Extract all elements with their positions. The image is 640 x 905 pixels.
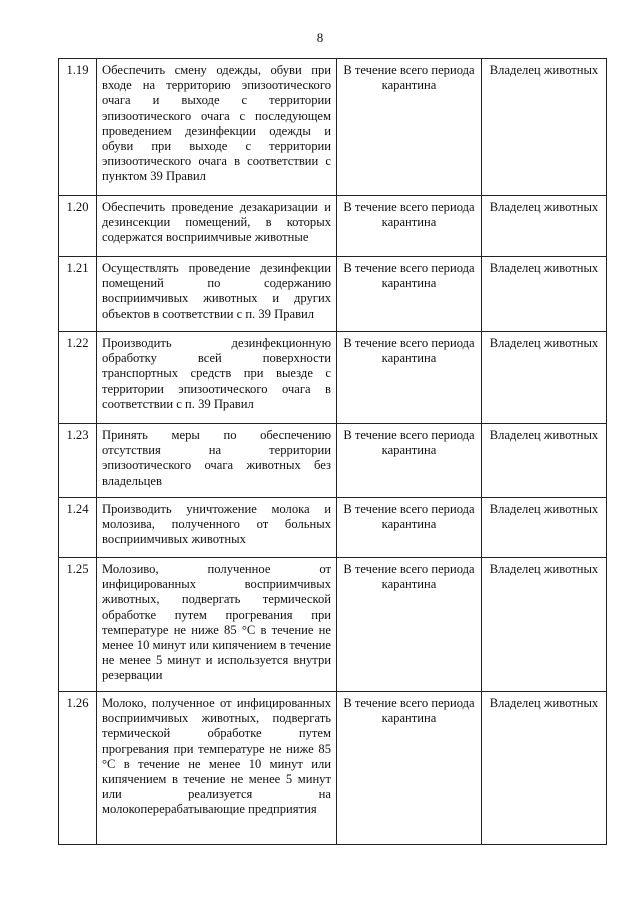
row-action: Производить уничтожение молока и молозива, полученного от больных восприимчивых животных	[97, 498, 337, 558]
row-number: 1.25	[59, 558, 97, 692]
row-number: 1.26	[59, 692, 97, 845]
table-row	[59, 558, 607, 692]
row-responsible: Владелец животных	[482, 692, 607, 845]
table-row	[59, 59, 607, 196]
row-number: 1.24	[59, 498, 97, 558]
table-row	[59, 498, 607, 558]
measures-table	[58, 58, 607, 845]
row-responsible: Владелец животных	[482, 424, 607, 498]
row-responsible: Владелец животных	[482, 59, 607, 196]
row-action: Осуществлять проведение дезинфекции помещений по содержанию восприимчивых животных и других объектов в соответствии с п. 39 Правил	[97, 257, 337, 332]
row-action: Обеспечить проведение дезакаризации и дезинсекции помещений, в которых содержатся восприимчивые животные	[97, 196, 337, 257]
row-number: 1.22	[59, 332, 97, 424]
row-deadline: В течение всего периода карантина	[337, 257, 482, 332]
row-deadline: В течение всего периода карантина	[337, 692, 482, 845]
row-action: Молоко, полученное от инфицированных восприимчивых животных, подвергать термической обработке путем прогревания при температуре не ниже 85 °С в течение не менее 10 минут или кипячением в течение не менее 5 минут или реализуется на молокоперерабатывающие предприятия	[97, 692, 337, 845]
table-row	[59, 692, 607, 845]
row-number: 1.21	[59, 257, 97, 332]
page-number: 8	[316, 30, 324, 45]
row-action: Молозиво, полученное от инфицированных восприимчивых животных, подвергать термической обработке путем прогревания при температуре не ниже 85 °С в течение не менее 10 минут или кипячением в течение не менее 5 минут и используется внутри резервации	[97, 558, 337, 692]
row-action: Производить дезинфекционную обработку всей поверхности транспортных средств при выезде с территории эпизоотического очага в соответствии с п. 39 Правил	[97, 332, 337, 424]
row-responsible: Владелец животных	[482, 196, 607, 257]
row-deadline: В течение всего периода карантина	[337, 498, 482, 558]
row-number: 1.20	[59, 196, 97, 257]
row-deadline: В течение всего периода карантина	[337, 332, 482, 424]
table-row	[59, 196, 607, 257]
table-row	[59, 332, 607, 424]
row-action: Обеспечить смену одежды, обуви при входе на территорию эпизоотического очага и выходе с территории эпизоотического очага с последующем проведением дезинфекции одежды и обуви при выходе с территории эпизоотического очага в соответствии с пунктом 39 Правил	[97, 59, 337, 196]
row-number: 1.19	[59, 59, 97, 196]
row-responsible: Владелец животных	[482, 498, 607, 558]
row-responsible: Владелец животных	[482, 332, 607, 424]
table-row	[59, 257, 607, 332]
row-number: 1.23	[59, 424, 97, 498]
row-deadline: В течение всего периода карантина	[337, 59, 482, 196]
row-responsible: Владелец животных	[482, 257, 607, 332]
row-deadline: В течение всего периода карантина	[337, 196, 482, 257]
row-responsible: Владелец животных	[482, 558, 607, 692]
row-action: Принять меры по обеспечению отсутствия на территории эпизоотического очага животных без владельцев	[97, 424, 337, 498]
row-deadline: В течение всего периода карантина	[337, 424, 482, 498]
row-deadline: В течение всего периода карантина	[337, 558, 482, 692]
table-row	[59, 424, 607, 498]
